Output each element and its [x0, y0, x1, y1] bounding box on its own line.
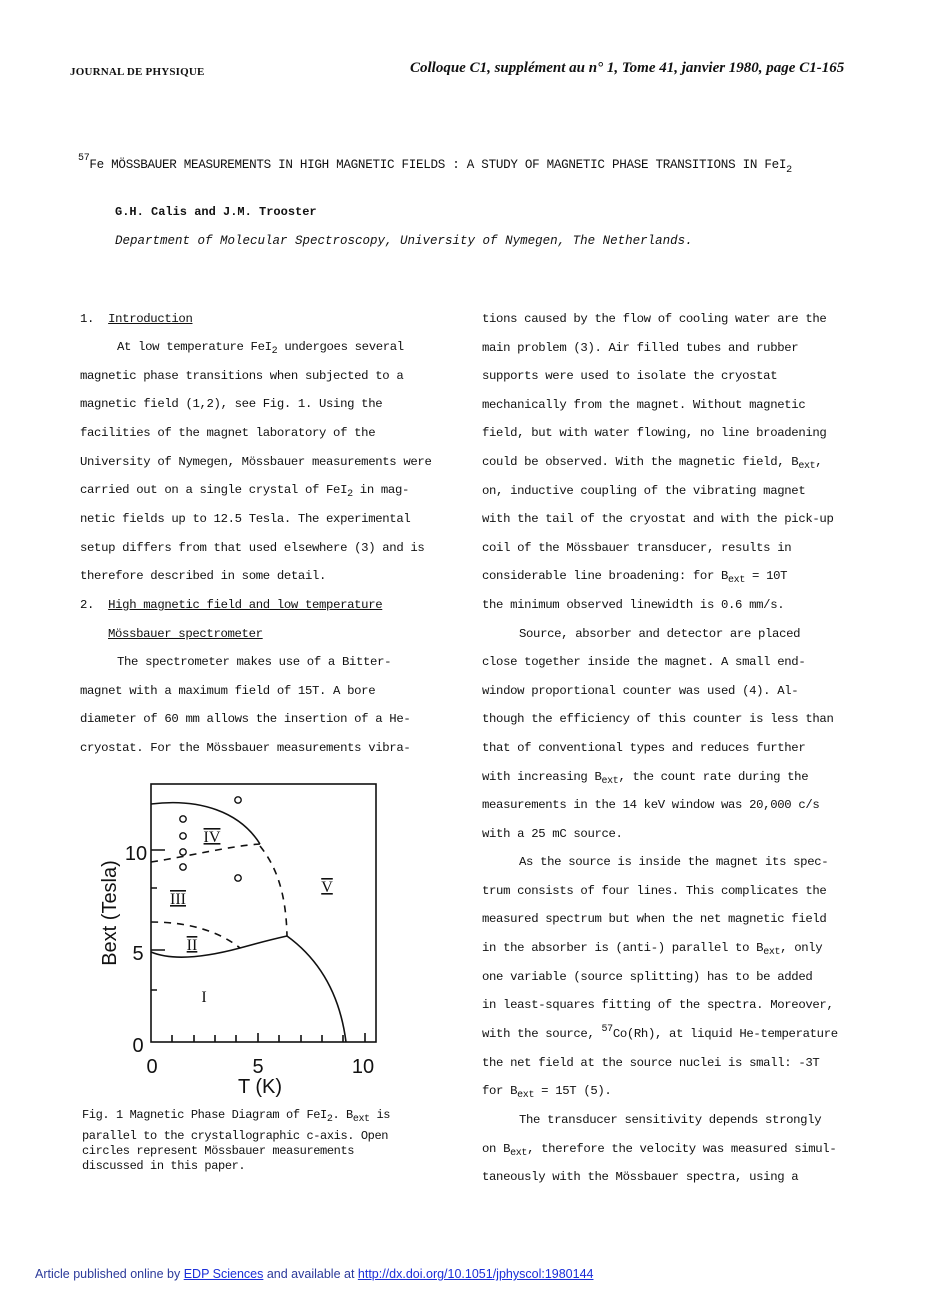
paragraph-line: measurements in the 14 keV window was 20,000 c/s	[482, 798, 820, 812]
paragraph-line: magnet with a maximum field of 15T. A bore	[80, 684, 376, 698]
caption-line: Fig. 1 Magnetic Phase Diagram of FeI$_2$. $B_{ext}$ is	[82, 1108, 391, 1125]
paragraph-line: with a 25 mC source.	[482, 827, 623, 841]
paragraph-line: measured spectrum but when the net magnetic field	[482, 912, 827, 926]
section-1-heading: 1. Introduction	[80, 312, 193, 326]
paragraph-line: could be observed. With the magnetic field, $B_{ext}$,	[482, 455, 823, 472]
y-tick-label: 0	[132, 1035, 144, 1057]
phase-label-IV: IV	[203, 829, 221, 846]
boundary-right	[287, 936, 346, 1042]
paragraph-line: Source, absorber and detector are placed	[519, 627, 801, 641]
y-axis-ticks	[151, 850, 165, 990]
paragraph-line: therefore described in some detail.	[80, 569, 327, 583]
paragraph-line: in the absorber is (anti-) parallel to $B_{ext}$, only	[482, 941, 823, 958]
section-2-heading: 2. High magnetic field and low temperature	[80, 598, 383, 612]
paragraph-line: in least-squares fitting of the spectra. Moreover,	[482, 998, 834, 1012]
x-axis-ticks	[172, 1033, 365, 1042]
paragraph-line: close together inside the magnet. A small end-	[482, 655, 806, 669]
paragraph-line: with the tail of the cryostat and with the pick-up	[482, 512, 834, 526]
paragraph-line: with increasing $B_{ext}$, the count rate during the	[482, 770, 809, 787]
caption-line: circles represent Mössbauer measurements	[82, 1144, 355, 1158]
paragraph-line: The transducer sensitivity depends strongly	[519, 1113, 822, 1127]
y-axis-label: Bext (Tesla)	[99, 860, 121, 966]
paragraph-line: supports were used to isolate the cryostat	[482, 369, 778, 383]
boundary-dashed-upper	[151, 844, 260, 862]
publisher-link[interactable]: EDP Sciences	[183, 1267, 264, 1281]
measurement-point	[180, 864, 186, 870]
paragraph-line: trum consists of four lines. This complicates the	[482, 884, 827, 898]
phase-label-III: III	[170, 891, 186, 908]
paragraph-line: carried out on a single crystal of FeI$_2$ in mag-	[80, 483, 410, 500]
paragraph-line: that of conventional types and reduces further	[482, 741, 806, 755]
measurement-point	[180, 849, 186, 855]
paragraph-line: At low temperature FeI$_2$ undergoes several	[117, 340, 404, 357]
boundary-lower	[151, 936, 287, 957]
title-isotope: 57	[78, 153, 90, 164]
paragraph-line: facilities of the magnet laboratory of the	[80, 426, 376, 440]
paragraph-line: for $B_{ext} = 15T$ (5).	[482, 1084, 612, 1101]
paragraph-line: The spectrometer makes use of a Bitter-	[117, 655, 392, 669]
paragraph-line: University of Nymegen, Mössbauer measurements were	[80, 455, 432, 469]
paragraph-line: As the source is inside the magnet its spec-	[519, 855, 829, 869]
paragraph-line: magnetic field (1,2), see Fig. 1. Using the	[80, 397, 383, 411]
plot-frame	[151, 784, 376, 1042]
caption-line: parallel to the crystallographic c-axis. Open	[82, 1129, 389, 1143]
paragraph-line: magnetic phase transitions when subjected to a	[80, 369, 404, 383]
phase-diagram-figure	[90, 770, 410, 1100]
y-tick-label: 10	[124, 843, 148, 865]
measurement-point	[235, 875, 241, 881]
x-tick-label: 10	[351, 1056, 375, 1078]
doi-link[interactable]: http://dx.doi.org/10.1051/jphyscol:1980144	[357, 1267, 594, 1281]
paragraph-line: window proportional counter was used (4). Al-	[482, 684, 799, 698]
section-2-heading-cont: Mössbauer spectrometer	[108, 627, 263, 641]
boundary-dashed-right	[260, 846, 287, 936]
journal-name: JOURNAL DE PHYSIQUE	[70, 66, 205, 78]
paragraph-line: setup differs from that used elsewhere (3) and is	[80, 541, 425, 555]
authors: G.H. Calis and J.M. Trooster	[115, 205, 317, 219]
phase-label-II: II	[186, 937, 198, 954]
paragraph-line: coil of the Mössbauer transducer, results in	[482, 541, 792, 555]
measurement-point	[235, 797, 241, 803]
title-text: Fe MÖSSBAUER MEASUREMENTS IN HIGH MAGNETIC FIELDS : A STUDY OF MAGNETIC PHASE TRANSITIONS IN FeI	[89, 158, 787, 172]
paragraph-line: though the efficiency of this counter is less than	[482, 712, 834, 726]
x-tick-label: 0	[146, 1056, 158, 1078]
affiliation: Department of Molecular Spectroscopy, University of Nymegen, The Netherlands.	[115, 234, 693, 248]
paragraph-line: considerable line broadening: for $B_{ext} = 10T$	[482, 569, 788, 586]
paragraph-line: the net field at the source nuclei is small: -3T	[482, 1056, 820, 1070]
paragraph-line: on $B_{ext}$, therefore the velocity was measured simul-	[482, 1142, 837, 1159]
paragraph-line: with the source, $^{57}$Co(Rh), at liquid He-temperature	[482, 1024, 838, 1041]
paragraph-line: netic fields up to 12.5 Tesla. The experimental	[80, 512, 411, 526]
paragraph-line: the minimum observed linewidth is 0.6 mm/s.	[482, 598, 785, 612]
y-tick-label: 5	[132, 943, 144, 965]
measurement-point	[180, 816, 186, 822]
phase-label-V: V	[321, 879, 333, 896]
caption-line: discussed in this paper.	[82, 1159, 246, 1173]
x-tick-label: 5	[252, 1056, 264, 1078]
paragraph-line: field, but with water flowing, no line broadening	[482, 426, 827, 440]
measurement-point	[180, 833, 186, 839]
x-axis-label: T (K)	[237, 1076, 283, 1098]
publication-footer: Article published online by EDP Sciences and available at http://dx.doi.org/10.1051/jphyscol:1980144	[35, 1267, 594, 1281]
paper-title	[78, 153, 792, 176]
title-subscript: 2	[786, 165, 792, 176]
paragraph-line: tions caused by the flow of cooling water are the	[482, 312, 827, 326]
paragraph-line: one variable (source splitting) has to be added	[482, 970, 813, 984]
issue-reference: Colloque C1, supplément au n° 1, Tome 41, janvier 1980, page C1-165	[410, 60, 845, 76]
paragraph-line: cryostat. For the Mössbauer measurements vibra-	[80, 741, 411, 755]
paragraph-line: taneously with the Mössbauer spectra, using a	[482, 1170, 799, 1184]
paragraph-line: diameter of 60 mm allows the insertion of a He-	[80, 712, 411, 726]
paragraph-line: mechanically from the magnet. Without magnetic	[482, 398, 806, 412]
paragraph-line: on, inductive coupling of the vibrating magnet	[482, 484, 806, 498]
phase-label-I: I	[201, 989, 207, 1006]
paragraph-line: main problem (3). Air filled tubes and rubber	[482, 341, 799, 355]
